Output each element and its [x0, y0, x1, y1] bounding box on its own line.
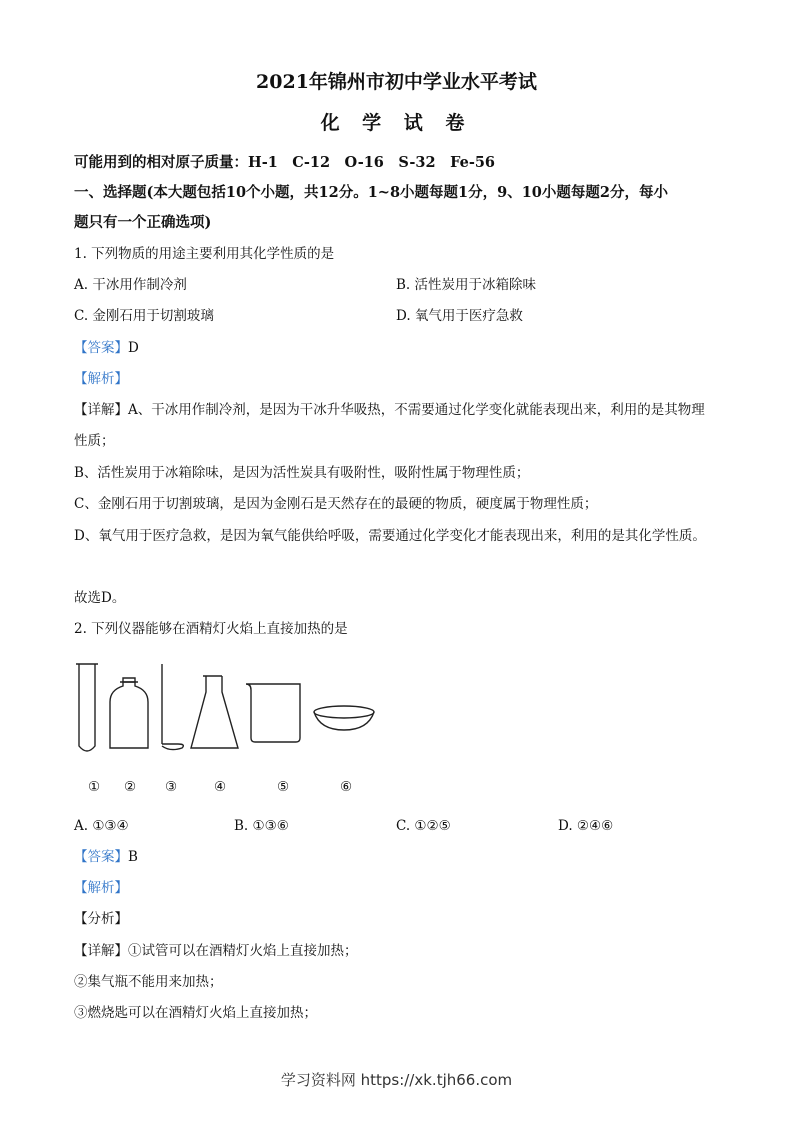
- atomic-masses: 可能用到的相对原子质量：H-1 C-12 O-16 S-32 Fe-56: [74, 154, 496, 171]
- q1-option-b: B. 活性炭用于冰箱除味: [396, 277, 537, 293]
- section-heading-line1: 一、选择题(本大题包括10个小题，共12分。1~8小题每题1分，9、10小题每题2分，每小: [74, 184, 668, 201]
- evaporating-dish-icon: [314, 706, 374, 730]
- q2-answer: [74, 848, 138, 866]
- q1-detail-line: B、活性炭用于冰箱除味，是因为活性炭具有吸附性，吸附性属于物理性质；: [74, 465, 530, 481]
- q1-detail-line: 性质；: [74, 433, 115, 449]
- conical-flask-icon: [191, 676, 238, 748]
- q2-answer-tag: 【答案】: [74, 849, 128, 865]
- apparatus-label-4: ④: [214, 779, 227, 795]
- q2-detail-line: ②集气瓶不能用来加热；: [74, 974, 223, 990]
- q1-conclusion: 故选D。: [74, 590, 126, 606]
- q2-analysis-tag: 【解析】: [74, 880, 128, 896]
- q1-answer-value: D: [128, 340, 139, 356]
- apparatus-label-3: ③: [165, 779, 178, 795]
- apparatus-label-2: ②: [124, 779, 137, 795]
- page-subtitle: 化 学 试 卷: [320, 112, 473, 134]
- q2-detail-line: ③燃烧匙可以在酒精灯火焰上直接加热；: [74, 1005, 317, 1021]
- gas-bottle-icon: [110, 678, 148, 748]
- q2-fenxi-tag: 【分析】: [74, 911, 128, 927]
- page-title: 2021年锦州市初中学业水平考试: [256, 71, 537, 93]
- q2-option-d: D. ②④⑥: [558, 818, 614, 834]
- q1-detail-line: 【详解】A、干冰用作制冷剂，是因为干冰升华吸热，不需要通过化学变化就能表现出来，利用的是其物理: [74, 402, 705, 418]
- q2-option-a: A. ①③④: [74, 818, 129, 834]
- apparatus-label-6: ⑥: [340, 779, 353, 795]
- apparatus-label-1: ①: [88, 779, 101, 795]
- q1-option-a: A. 干冰用作制冷剂: [74, 277, 187, 293]
- page-footer: 学习资料网 https://xk.tjh66.com: [280, 1071, 513, 1089]
- apparatus-label-5: ⑤: [277, 779, 290, 795]
- beaker-icon: [246, 684, 300, 742]
- section-heading-line2: 题只有一个正确选项): [74, 214, 212, 231]
- q1-stem: 1. 下列物质的用途主要利用其化学性质的是: [74, 246, 335, 262]
- q2-apparatus-figure: [70, 660, 390, 760]
- q1-detail-line: D、氧气用于医疗急救，是因为氧气能供给呼吸，需要通过化学变化才能表现出来，利用的是其化学性质。: [74, 528, 706, 544]
- q1-detail-line: C、金刚石用于切割玻璃，是因为金刚石是天然存在的最硬的物质，硬度属于物理性质；: [74, 496, 598, 512]
- q1-option-c: C. 金刚石用于切割玻璃: [74, 308, 214, 324]
- q2-answer-value: B: [128, 849, 138, 865]
- combustion-spoon-icon: [162, 664, 183, 750]
- test-tube-icon: [76, 664, 98, 751]
- q2-detail-line: 【详解】①试管可以在酒精灯火焰上直接加热；: [74, 943, 358, 959]
- q2-option-c: C. ①②⑤: [396, 818, 451, 834]
- q1-option-d: D. 氧气用于医疗急救: [396, 308, 523, 324]
- q1-answer-tag: 【答案】: [74, 340, 128, 356]
- q2-stem: 2. 下列仪器能够在酒精灯火焰上直接加热的是: [74, 621, 348, 637]
- q1-analysis-tag: 【解析】: [74, 371, 128, 387]
- q1-answer: [74, 339, 139, 357]
- q2-option-b: B. ①③⑥: [234, 818, 289, 834]
